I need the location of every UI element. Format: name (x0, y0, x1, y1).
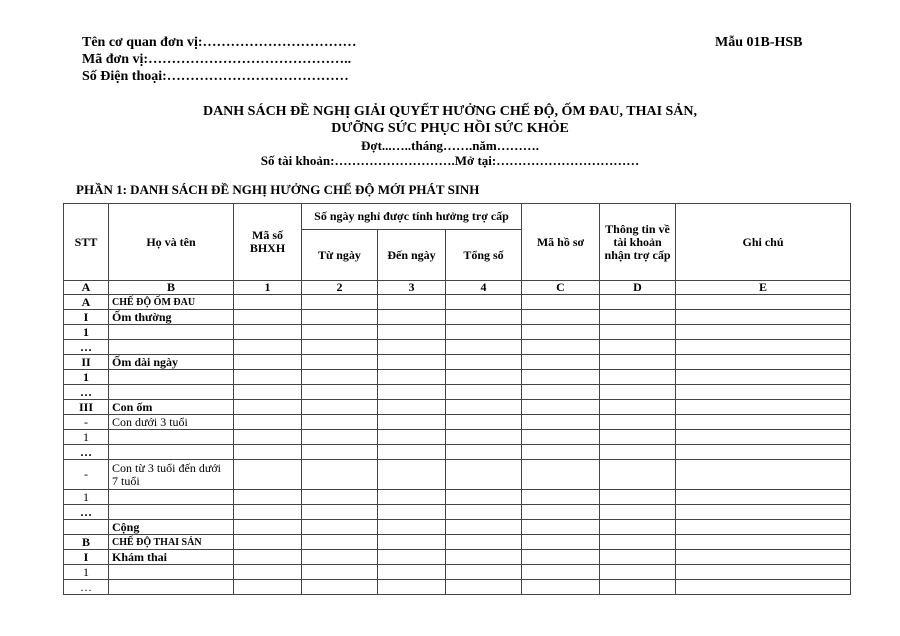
empty-cell (378, 460, 446, 490)
empty-cell (600, 430, 676, 445)
empty-cell (234, 400, 302, 415)
empty-cell (522, 430, 600, 445)
name-cell (109, 385, 234, 400)
empty-cell (378, 430, 446, 445)
empty-cell (676, 340, 851, 355)
empty-cell (302, 445, 378, 460)
benefit-table (63, 203, 851, 595)
empty-cell (302, 565, 378, 580)
code-cell: 4 (446, 281, 522, 295)
table-row (64, 550, 851, 565)
empty-cell (676, 520, 851, 535)
stt-cell: A (64, 295, 109, 310)
empty-cell (234, 385, 302, 400)
empty-cell (378, 370, 446, 385)
empty-cell (302, 310, 378, 325)
empty-cell (600, 490, 676, 505)
empty-cell (302, 415, 378, 430)
empty-cell (676, 505, 851, 520)
empty-cell (302, 340, 378, 355)
empty-cell (522, 490, 600, 505)
empty-cell (378, 535, 446, 550)
empty-cell (522, 370, 600, 385)
empty-cell (234, 355, 302, 370)
empty-cell (302, 355, 378, 370)
name-cell: Khám thai (109, 550, 234, 565)
empty-cell (378, 295, 446, 310)
stt-cell: 1 (64, 490, 109, 505)
agency-name-line: Tên cơ quan đơn vị:…………………………… (82, 35, 357, 50)
table-row (64, 460, 851, 490)
empty-cell (446, 400, 522, 415)
empty-cell (676, 535, 851, 550)
empty-cell (446, 370, 522, 385)
empty-cell (234, 490, 302, 505)
table-row (64, 415, 851, 430)
empty-cell (302, 535, 378, 550)
empty-cell (522, 505, 600, 520)
stt-cell: 1 (64, 370, 109, 385)
code-cell: C (522, 281, 600, 295)
empty-cell (600, 295, 676, 310)
empty-cell (302, 520, 378, 535)
stt-cell: - (64, 415, 109, 430)
form-code: Mẫu 01B-HSB (715, 35, 803, 50)
empty-cell (446, 520, 522, 535)
empty-cell (378, 415, 446, 430)
empty-cell (676, 580, 851, 595)
table-row (64, 430, 851, 445)
table-row (64, 535, 851, 550)
stt-cell: … (64, 445, 109, 460)
empty-cell (446, 535, 522, 550)
stt-cell: … (64, 505, 109, 520)
empty-cell (234, 580, 302, 595)
empty-cell (600, 340, 676, 355)
empty-cell (234, 340, 302, 355)
stt-cell: 1 (64, 430, 109, 445)
empty-cell (446, 490, 522, 505)
empty-cell (378, 445, 446, 460)
empty-cell (522, 400, 600, 415)
empty-cell (378, 520, 446, 535)
empty-cell (522, 340, 600, 355)
empty-cell (522, 565, 600, 580)
name-cell (109, 505, 234, 520)
empty-cell (600, 370, 676, 385)
header-note: Ghi chú (676, 204, 851, 281)
empty-cell (302, 370, 378, 385)
empty-cell (302, 505, 378, 520)
empty-cell (234, 445, 302, 460)
header-account-info: Thông tin về tài khoản nhận trợ cấp (600, 204, 676, 281)
name-cell (109, 580, 234, 595)
empty-cell (302, 580, 378, 595)
empty-cell (522, 415, 600, 430)
table-row (64, 340, 851, 355)
empty-cell (600, 355, 676, 370)
table-row (64, 295, 851, 310)
table-row (64, 445, 851, 460)
table-row (64, 520, 851, 535)
code-cell: B (109, 281, 234, 295)
column-code-row (64, 281, 851, 295)
code-cell: A (64, 281, 109, 295)
empty-cell (676, 550, 851, 565)
empty-cell (446, 445, 522, 460)
empty-cell (600, 520, 676, 535)
empty-cell (302, 550, 378, 565)
title-line-2: DƯỠNG SỨC PHỤC HỒI SỨC KHỎE (331, 121, 569, 136)
empty-cell (676, 295, 851, 310)
name-cell: Cộng (109, 520, 234, 535)
table-row (64, 505, 851, 520)
code-cell: E (676, 281, 851, 295)
stt-cell: III (64, 400, 109, 415)
empty-cell (446, 430, 522, 445)
empty-cell (676, 415, 851, 430)
header-to-date: Đến ngày (378, 230, 446, 281)
empty-cell (234, 550, 302, 565)
empty-cell (446, 385, 522, 400)
empty-cell (600, 325, 676, 340)
empty-cell (676, 430, 851, 445)
empty-cell (600, 415, 676, 430)
empty-cell (234, 295, 302, 310)
stt-cell: I (64, 550, 109, 565)
empty-cell (446, 505, 522, 520)
empty-cell (446, 310, 522, 325)
unit-code-line: Mã đơn vị:…………………………………….. (82, 52, 352, 67)
empty-cell (234, 310, 302, 325)
empty-cell (302, 295, 378, 310)
empty-cell (676, 325, 851, 340)
name-cell: Ốm thường (109, 310, 234, 325)
empty-cell (676, 400, 851, 415)
empty-cell (378, 400, 446, 415)
empty-cell (302, 385, 378, 400)
empty-cell (600, 535, 676, 550)
empty-cell (676, 310, 851, 325)
empty-cell (522, 550, 600, 565)
header-bhxh: Mã số BHXH (234, 204, 302, 281)
name-cell: Con từ 3 tuổi đến dưới 7 tuổi (109, 460, 234, 490)
empty-cell (446, 580, 522, 595)
empty-cell (234, 505, 302, 520)
name-cell: CHẾ ĐỘ ỐM ĐAU (109, 295, 234, 310)
empty-cell (522, 325, 600, 340)
header-total: Tổng số (446, 230, 522, 281)
table-row (64, 310, 851, 325)
empty-cell (600, 505, 676, 520)
table-row (64, 400, 851, 415)
empty-cell (234, 430, 302, 445)
stt-cell: II (64, 355, 109, 370)
name-cell (109, 370, 234, 385)
empty-cell (446, 355, 522, 370)
empty-cell (234, 325, 302, 340)
empty-cell (234, 370, 302, 385)
stt-cell: - (64, 460, 109, 490)
empty-cell (234, 520, 302, 535)
empty-cell (446, 295, 522, 310)
header-days-group: Số ngày nghỉ được tính hưởng trợ cấp (302, 204, 522, 230)
empty-cell (378, 580, 446, 595)
empty-cell (600, 580, 676, 595)
stt-cell: 1 (64, 565, 109, 580)
stt-cell: 1 (64, 325, 109, 340)
empty-cell (378, 310, 446, 325)
table-row (64, 490, 851, 505)
stt-cell (64, 520, 109, 535)
empty-cell (446, 550, 522, 565)
empty-cell (522, 520, 600, 535)
name-cell (109, 340, 234, 355)
empty-cell (378, 505, 446, 520)
empty-cell (600, 550, 676, 565)
empty-cell (676, 355, 851, 370)
empty-cell (676, 370, 851, 385)
section-1-title: PHẦN 1: DANH SÁCH ĐỀ NGHỊ HƯỞNG CHẾ ĐỘ MỚI PHÁT SINH (76, 182, 480, 197)
table-row (64, 385, 851, 400)
name-cell (109, 565, 234, 580)
stt-cell: … (64, 385, 109, 400)
empty-cell (234, 565, 302, 580)
header-stt: STT (64, 204, 109, 281)
name-cell (109, 325, 234, 340)
empty-cell (676, 565, 851, 580)
code-cell: D (600, 281, 676, 295)
name-cell (109, 430, 234, 445)
empty-cell (446, 460, 522, 490)
stt-cell: … (64, 580, 109, 595)
empty-cell (234, 415, 302, 430)
empty-cell (522, 535, 600, 550)
empty-cell (522, 385, 600, 400)
empty-cell (676, 385, 851, 400)
table-row (64, 565, 851, 580)
empty-cell (378, 565, 446, 580)
empty-cell (302, 490, 378, 505)
account-line: Số tài khoản:……………………….Mở tại:…………………………… (260, 153, 640, 168)
name-cell (109, 490, 234, 505)
empty-cell (378, 325, 446, 340)
name-cell: Con dưới 3 tuổi (109, 415, 234, 430)
empty-cell (446, 415, 522, 430)
code-cell: 3 (378, 281, 446, 295)
empty-cell (302, 400, 378, 415)
table-row (64, 580, 851, 595)
name-cell: Ốm dài ngày (109, 355, 234, 370)
empty-cell (522, 310, 600, 325)
empty-cell (676, 460, 851, 490)
empty-cell (600, 400, 676, 415)
empty-cell (302, 460, 378, 490)
header-from-date: Từ ngày (302, 230, 378, 281)
empty-cell (676, 445, 851, 460)
name-cell (109, 445, 234, 460)
empty-cell (522, 460, 600, 490)
phone-line: Số Điện thoại:………………………………… (82, 69, 349, 84)
empty-cell (600, 385, 676, 400)
empty-cell (446, 565, 522, 580)
empty-cell (378, 340, 446, 355)
empty-cell (378, 550, 446, 565)
header-name: Họ và tên (109, 204, 234, 281)
empty-cell (302, 325, 378, 340)
empty-cell (676, 490, 851, 505)
stt-cell: … (64, 340, 109, 355)
code-cell: 1 (234, 281, 302, 295)
stt-cell: I (64, 310, 109, 325)
empty-cell (378, 385, 446, 400)
empty-cell (378, 490, 446, 505)
table-row (64, 325, 851, 340)
name-cell: Con ốm (109, 400, 234, 415)
table-row (64, 355, 851, 370)
empty-cell (522, 355, 600, 370)
stt-cell: B (64, 535, 109, 550)
empty-cell (446, 340, 522, 355)
code-cell: 2 (302, 281, 378, 295)
period-line: Đợt...…..tháng…….năm………. (360, 138, 539, 153)
empty-cell (522, 445, 600, 460)
empty-cell (302, 430, 378, 445)
name-cell: CHẾ ĐỘ THAI SẢN (109, 535, 234, 550)
empty-cell (600, 565, 676, 580)
title-line-1: DANH SÁCH ĐỀ NGHỊ GIẢI QUYẾT HƯỞNG CHẾ ĐỘ, ỐM ĐAU, THAI SẢN, (202, 104, 698, 119)
empty-cell (522, 295, 600, 310)
empty-cell (600, 310, 676, 325)
empty-cell (600, 445, 676, 460)
empty-cell (234, 460, 302, 490)
empty-cell (378, 355, 446, 370)
table-row (64, 370, 851, 385)
empty-cell (600, 460, 676, 490)
empty-cell (446, 325, 522, 340)
header-file-code: Mã hồ sơ (522, 204, 600, 281)
empty-cell (522, 580, 600, 595)
empty-cell (234, 535, 302, 550)
